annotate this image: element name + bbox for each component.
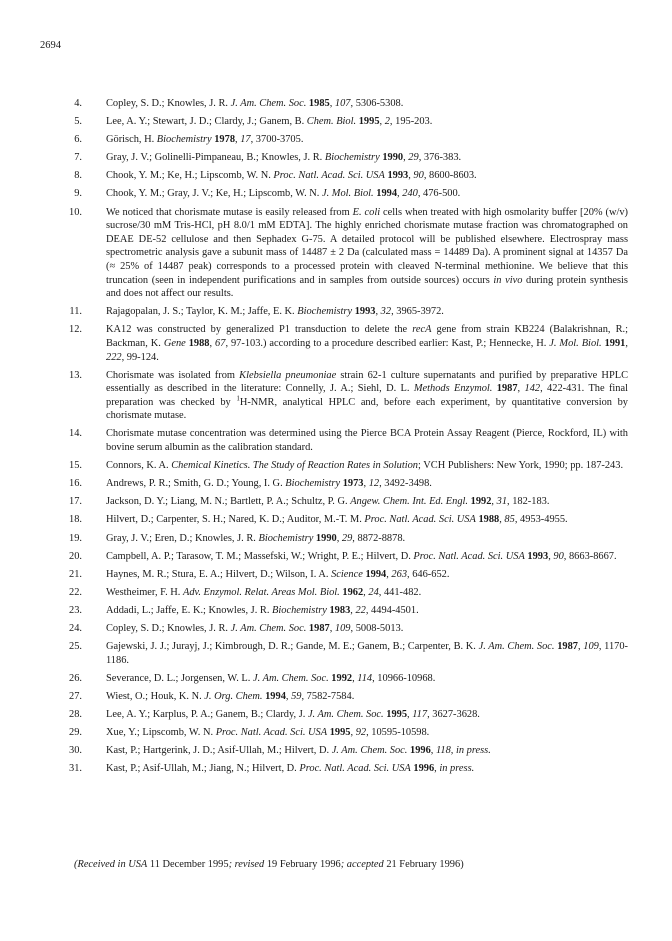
reference-item (0, 133, 672, 147)
reference-item (0, 513, 672, 527)
reference-text: Campbell, A. P.; Tarasow, T. M.; Massefski, W.; Wright, P. E.; Hilvert, D. Proc. Natl. Acad. Sci. USA 1993, 90, 8663-8667. (106, 550, 617, 562)
reference-item (0, 477, 672, 491)
reference-text: Chook, Y. M.; Gray, J. V.; Ke, H.; Lipscomb, W. N. J. Mol. Biol. 1994, 240, 476-500. (106, 188, 461, 200)
reference-text: Chorismate mutase concentration was determined using the Pierce BCA Protein Assay Reagent (Pierce, Rockford, IL) with bovine serum albumin as the calibration standard. (106, 428, 628, 454)
reference-item (0, 762, 672, 776)
reference-item (0, 187, 672, 201)
reference-text: Gray, J. V.; Golinelli-Pimpaneau, B.; Knowles, J. R. Biochemistry 1990, 29, 376-383. (106, 152, 462, 164)
reference-number: 24. (69, 623, 82, 634)
reference-item (0, 586, 672, 600)
reference-item (0, 708, 672, 722)
received-close-paren: ) (460, 859, 464, 870)
reference-item (0, 169, 672, 183)
reference-number: 7. (74, 152, 82, 164)
reference-text: Görisch, H. Biochemistry 1978, 17, 3700-3705. (106, 134, 304, 146)
reference-item (0, 115, 672, 129)
reference-number: 27. (69, 690, 82, 702)
revised-label: ; revised (228, 859, 265, 870)
accepted-date: 21 February 1996 (383, 859, 461, 870)
reference-number: 25. (69, 641, 82, 653)
reference-number: 31. (69, 763, 82, 775)
reference-item (0, 726, 672, 740)
reference-item (0, 369, 672, 423)
reference-number: 26. (69, 672, 82, 684)
reference-number: 18. (69, 514, 82, 526)
reference-text: Kast, P.; Asif-Ullah, M.; Jiang, N.; Hilvert, D. Proc. Natl. Acad. Sci. USA 1996, in press. (106, 763, 475, 775)
reference-number: 19. (69, 532, 82, 544)
reference-number: 15. (69, 460, 82, 472)
reference-item (0, 604, 672, 618)
reference-number: 8. (74, 170, 82, 182)
reference-number: 30. (69, 745, 82, 757)
reference-item (0, 568, 672, 582)
reference-item (0, 690, 672, 704)
page-number: 2694 (40, 40, 61, 51)
reference-item (0, 206, 672, 301)
reference-number: 28. (69, 708, 82, 720)
reference-text: Addadi, L.; Jaffe, E. K.; Knowles, J. R. Biochemistry 1983, 22, 4494-4501. (106, 604, 419, 616)
reference-text: Lee, A. Y.; Stewart, J. D.; Clardy, J.; Ganem, B. Chem. Biol. 1995, 2, 195-203. (106, 116, 433, 128)
reference-number: 21. (69, 568, 82, 580)
reference-number: 20. (69, 550, 82, 562)
reference-number: 13. (69, 369, 82, 381)
reference-text: Wiest, O.; Houk, K. N. J. Org. Chem. 1994, 59, 7582-7584. (106, 690, 355, 702)
reference-item (0, 323, 672, 364)
reference-text: Westheimer, F. H. Adv. Enzymol. Relat. Areas Mol. Biol. 1962, 24, 441-482. (106, 586, 422, 598)
reference-text: Lee, A. Y.; Karplus, P. A.; Ganem, B.; Clardy, J. J. Am. Chem. Soc. 1995, 117, 3627-3628. (106, 708, 480, 720)
reference-text: Copley, S. D.; Knowles, J. R. J. Am. Chem. Soc. 1985, 107, 5306-5308. (106, 98, 404, 109)
reference-number: 5. (74, 116, 82, 128)
reference-item (0, 97, 672, 111)
reference-item (0, 427, 672, 454)
reference-item (0, 622, 672, 636)
reference-number: 14. (69, 428, 82, 440)
reference-item (0, 495, 672, 509)
received-label: Received in USA (77, 859, 148, 870)
reference-text: Gajewski, J. J.; Jurayj, J.; Kimbrough, D. R.; Gande, M. E.; Ganem, B.; Carpenter, B. K. J. Am. Chem. Soc. 1987, 109, 1170-1186. (106, 641, 629, 666)
reference-number: 10. (69, 206, 82, 218)
revised-date: 19 February 1996 (264, 859, 341, 870)
reference-item (0, 305, 672, 319)
reference-number: 17. (69, 496, 82, 508)
reference-item (0, 532, 672, 546)
reference-number: 29. (69, 727, 82, 739)
reference-text: Rajagopalan, J. S.; Taylor, K. M.; Jaffe, E. K. Biochemistry 1993, 32, 3965-3972. (106, 306, 444, 318)
reference-item (0, 744, 672, 758)
reference-text: KA12 was constructed by generalized P1 transduction to delete the recA gene from strain KB224 (Balakrishnan, R.; Backman, K. Gene 1988, 67, 97-103.) according to a procedure described earlier: Kast, P.; Hennecke, H. J. Mol. Biol. 1991, 222, 99-124. (106, 324, 628, 363)
received-note (74, 859, 634, 870)
received-date: 11 December 1995 (147, 859, 229, 870)
received-open-paren: ( (74, 859, 78, 870)
reference-number: 12. (69, 324, 82, 336)
reference-item (0, 640, 672, 667)
reference-text: Severance, D. L.; Jorgensen, W. L. J. Am. Chem. Soc. 1992, 114, 10966-10968. (106, 672, 436, 684)
reference-text: Kast, P.; Hartgerink, J. D.; Asif-Ullah, M.; Hilvert, D. J. Am. Chem. Soc. 1996, 118, in press. (106, 745, 491, 757)
reference-item (0, 151, 672, 165)
reference-item (0, 672, 672, 686)
reference-number: 4. (74, 98, 82, 109)
reference-text: Haynes, M. R.; Stura, E. A.; Hilvert, D.; Wilson, I. A. Science 1994, 263, 646-652. (106, 568, 450, 580)
reference-number: 6. (74, 134, 82, 146)
reference-text: Jackson, D. Y.; Liang, M. N.; Bartlett, P. A.; Schultz, P. G. Angew. Chem. Int. Ed. Engl. 1992, 31, 182-183. (106, 496, 550, 508)
reference-text: We noticed that chorismate mutase is easily released from E. coli cells when treated with high osmolarity buffer [20% (w/v) sucrose/30 mM Tris-HCl, pH 8.0/1 mM EDTA]. The highly enriched chorismate mutase fraction was chromatographed on DEAE DE-52 cellulose and then Sephadex G-75. A detailed protocol will be published elsewhere. Electrospray mass spectrometric analysis gave a subunit mass of 14487 ± 2 Da (calculated mass = 14489 Da). A prominent signal at 14357 Da (≈ 25% of 14487 peak) corresponds to a processed protein with cleaved N-terminal methionine. We believe that this truncation (seen in independent purifications and in samples from outside sources) occurs in vivo during protein synthesis and does not affect our results. (106, 206, 628, 300)
reference-number: 16. (69, 478, 82, 490)
reference-number: 11. (69, 306, 82, 318)
reference-list (0, 97, 672, 780)
reference-number: 9. (74, 188, 82, 200)
reference-text: Gray, J. V.; Eren, D.; Knowles, J. R. Biochemistry 1990, 29, 8872-8878. (106, 532, 406, 544)
reference-text: Chook, Y. M.; Ke, H.; Lipscomb, W. N. Proc. Natl. Acad. Sci. USA 1993, 90, 8600-8603. (106, 170, 477, 182)
reference-item (0, 459, 672, 473)
reference-text: Connors, K. A. Chemical Kinetics. The Study of Reaction Rates in Solution; VCH Publishers: New York, 1990; pp. 187-243. (106, 460, 624, 472)
reference-item (0, 550, 672, 564)
reference-text: Chorismate was isolated from Klebsiella pneumoniae strain 62-1 culture supernatants and purified by preparative HPLC essentially as described in the literature: Connelly, J. A.; Siehl, D. L. Methods Enzymol. 1987, 142, 422-431. The final preparation was checked by $^1$H-NMR, analytical HPLC and, before each experiment, by quantitative conversion by chorismate mutase. (106, 369, 628, 422)
reference-number: 23. (69, 604, 82, 616)
reference-text: Xue, Y.; Lipscomb, W. N. Proc. Natl. Acad. Sci. USA 1995, 92, 10595-10598. (106, 727, 430, 739)
accepted-label: ; accepted (340, 859, 384, 870)
reference-number: 22. (69, 586, 82, 598)
reference-text: Andrews, P. R.; Smith, G. D.; Young, I. G. Biochemistry 1973, 12, 3492-3498. (106, 478, 432, 490)
reference-text: Hilvert, D.; Carpenter, S. H.; Nared, K. D.; Auditor, M.-T. M. Proc. Natl. Acad. Sci. USA 1988, 85, 4953-4955. (106, 514, 568, 526)
reference-text: Copley, S. D.; Knowles, J. R. J. Am. Chem. Soc. 1987, 109, 5008-5013. (106, 623, 404, 634)
